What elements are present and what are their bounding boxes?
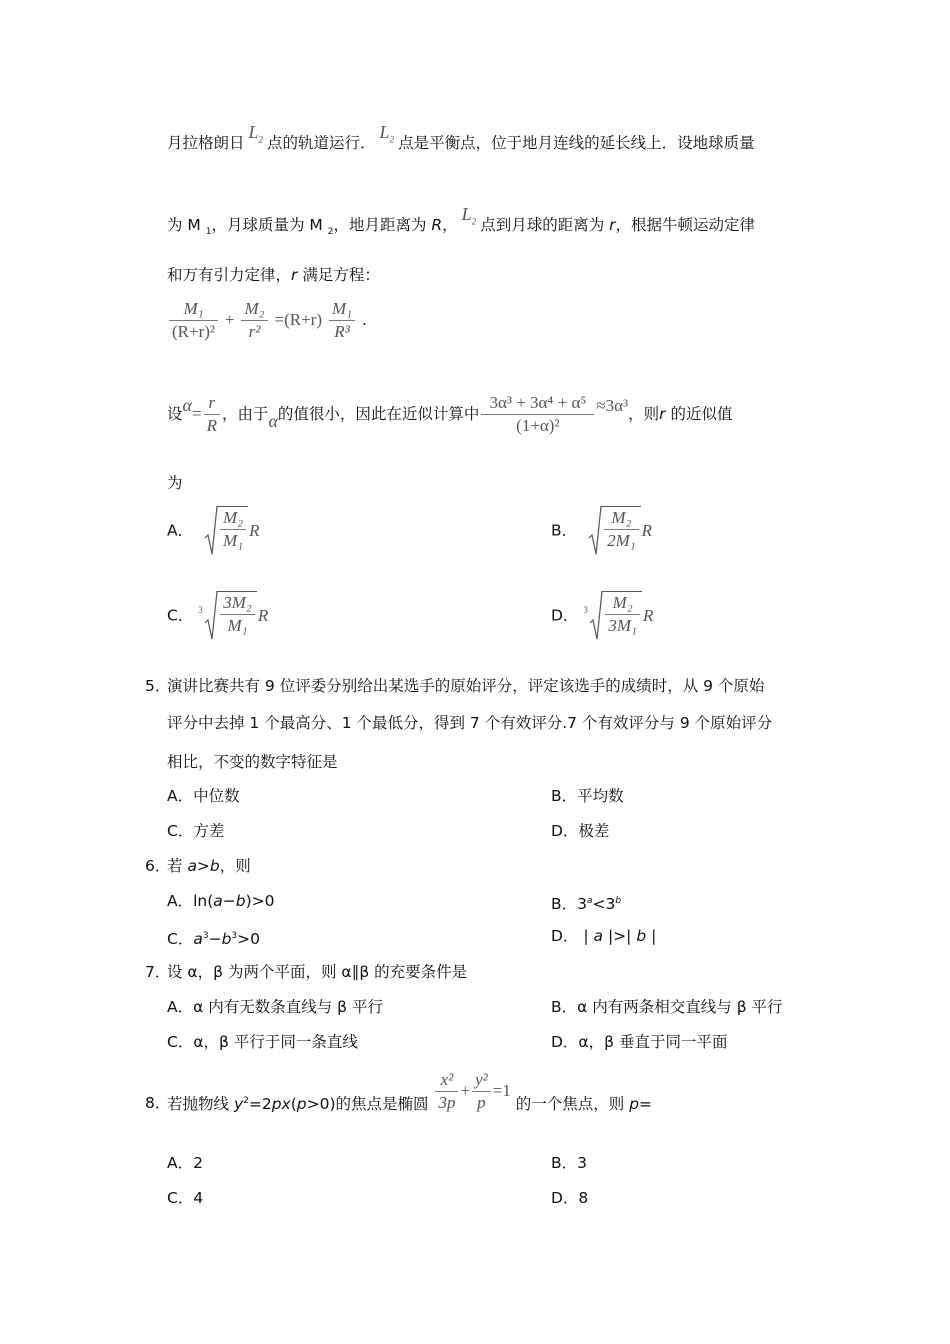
question-number: 7． [145, 963, 171, 981]
fraction: $\frac{r}{R}$ [204, 392, 220, 437]
var: r [659, 405, 666, 423]
q8-option-c: C．4 [167, 1189, 204, 1207]
text: 的近似值 [665, 405, 733, 423]
text: 和万有引力定律， [167, 266, 292, 284]
q5-stem: 评分中去掉 1 个最高分、1 个最低分，得到 7 个有效评分.7 个有效评分与 9 个原始评分 [167, 714, 773, 732]
q5-stem: 相比，不变的数字特征是 [167, 753, 338, 771]
expr: =(R+r) [274, 310, 322, 329]
fraction: $\frac{\text{x²}}{3p}$ [435, 1069, 458, 1114]
q5-option-a: A．中位数 [167, 787, 240, 805]
option-label: B． [551, 521, 578, 540]
fraction: $\frac{\text{M₁}}{\text{(R+r)²}}$ [169, 298, 218, 343]
radical-sign-icon [204, 591, 218, 641]
q4-option-c [167, 591, 268, 641]
q5-option-d: D．极差 [551, 822, 610, 840]
q4-line-3 [167, 265, 380, 285]
fraction: $\frac{\text{y²}}{p}$ [472, 1069, 491, 1114]
q4-option-b [551, 506, 652, 556]
option-label: A． [167, 521, 194, 540]
q7-option-c: C．α，β 平行于同一条直线 [167, 1033, 358, 1051]
text: 点的轨道运行． [267, 134, 376, 152]
question-number: 6． [145, 857, 171, 875]
text: 的值很小，因此在近似计算中 [277, 405, 480, 423]
fraction: $\frac{\text{3α³ + 3α⁴ + α⁵}}{\text{(1+α)²}}$ [481, 392, 594, 437]
q7-option-a: A．α 内有无数条直线与 β 平行 [167, 998, 383, 1016]
q6-option-b: B．$3^a<3^b$ [551, 895, 622, 914]
q5-stem: 演讲比赛共有 9 位评委分别给出某选手的原始评分，评定该选手的成绩时，从 9 个原始 [167, 677, 765, 695]
q4-option-a [167, 506, 260, 556]
q4-line-4 [167, 392, 732, 437]
cube-root: 3 $\frac{\text{M₂}}{\text{3M₁}}$ R [583, 591, 653, 641]
radical: $\frac{\text{M₂}}{\text{M₁}}$ R [198, 506, 259, 556]
radical-sign-icon [588, 506, 602, 556]
q7-stem: 设 α，β 为两个平面，则 α∥β 的充要条件是 [167, 963, 468, 981]
question-number: 5． [145, 677, 171, 695]
q8-option-a: A．2 [167, 1154, 203, 1172]
q6-stem: 若 a>b，则 [167, 857, 251, 875]
approx: ≈3α³ [596, 396, 629, 415]
text: ，根据牛顿运动定律 [615, 216, 756, 234]
radical-sign-icon [589, 591, 603, 641]
text: 满足方程： [297, 266, 380, 284]
option-label: C． [167, 606, 194, 625]
l2-symbol: $L_2$ [461, 204, 477, 227]
var: r [291, 266, 298, 284]
text: ，由于 [221, 405, 269, 423]
text: 月拉格朗日 [167, 134, 245, 152]
text: ，地月距离为 [333, 216, 432, 234]
text: 点到月球的距离为 [480, 216, 610, 234]
q6-option-d: D． | a |>| b | [551, 927, 657, 945]
subscript: 2 [327, 227, 334, 238]
text: 点是平衡点，位于地月连线的延长线上．设地球质量 [398, 134, 755, 152]
q8-option-d: D．8 [551, 1189, 589, 1207]
q6-option-c: C．$a^3-b^3>0$ [167, 930, 260, 949]
radical-sign-icon [204, 506, 218, 556]
root-index: 3 [583, 605, 588, 615]
q4-line-2 [167, 204, 756, 242]
question-number: 8． [145, 1094, 171, 1112]
cube-root: 3 $\frac{\text{3M₂}}{\text{M₁}}$ R [198, 591, 268, 641]
fraction: $\frac{\text{M₂}}{\text{r²}}$ [241, 298, 267, 343]
q5-option-b: B．平均数 [551, 787, 624, 805]
option-label: D． [551, 606, 579, 625]
l2-symbol: $L_2$ [248, 122, 264, 145]
q7-option-b: B．α 内有两条相交直线与 β 平行 [551, 998, 783, 1016]
q4-line-5: 为 [167, 474, 183, 492]
q7-option-d: D．α，β 垂直于同一平面 [551, 1033, 728, 1051]
root-index: 3 [198, 605, 203, 615]
period: . [361, 311, 367, 329]
q4-line-1 [167, 122, 755, 160]
subscript: 1 [205, 227, 212, 238]
fraction: $\frac{\text{M₁}}{\text{R³}}$ [329, 298, 355, 343]
radical: $\frac{\text{M₂}}{\text{2M₁}}$ R [582, 506, 652, 556]
var: r [609, 216, 616, 234]
l2-symbol: $L_2$ [379, 122, 395, 145]
alpha: α [182, 395, 192, 415]
q5-option-c: C．方差 [167, 822, 225, 840]
text: 设 [167, 405, 183, 423]
q8-stem: 若抛物线 $y^2=2px(p>0)$的焦点是椭圆 $\frac{\text{x²}}{3p}$ + $\frac{\text{y²}}{p}$ =1 的一个焦点，则 p= [167, 1070, 653, 1113]
eq: = [191, 404, 202, 423]
text: 为 M [167, 216, 206, 234]
text: ， [442, 216, 458, 234]
var: R [431, 216, 443, 234]
alpha: α [268, 411, 278, 431]
q6-option-a: A．ln(a−b)>0 [167, 892, 275, 910]
q4-equation [167, 298, 367, 343]
plus: + [224, 310, 235, 329]
text: ，则 [628, 405, 660, 423]
q4-option-d [551, 591, 653, 641]
q8-option-b: B．3 [551, 1154, 587, 1172]
text: ，月球质量为 M [211, 216, 328, 234]
